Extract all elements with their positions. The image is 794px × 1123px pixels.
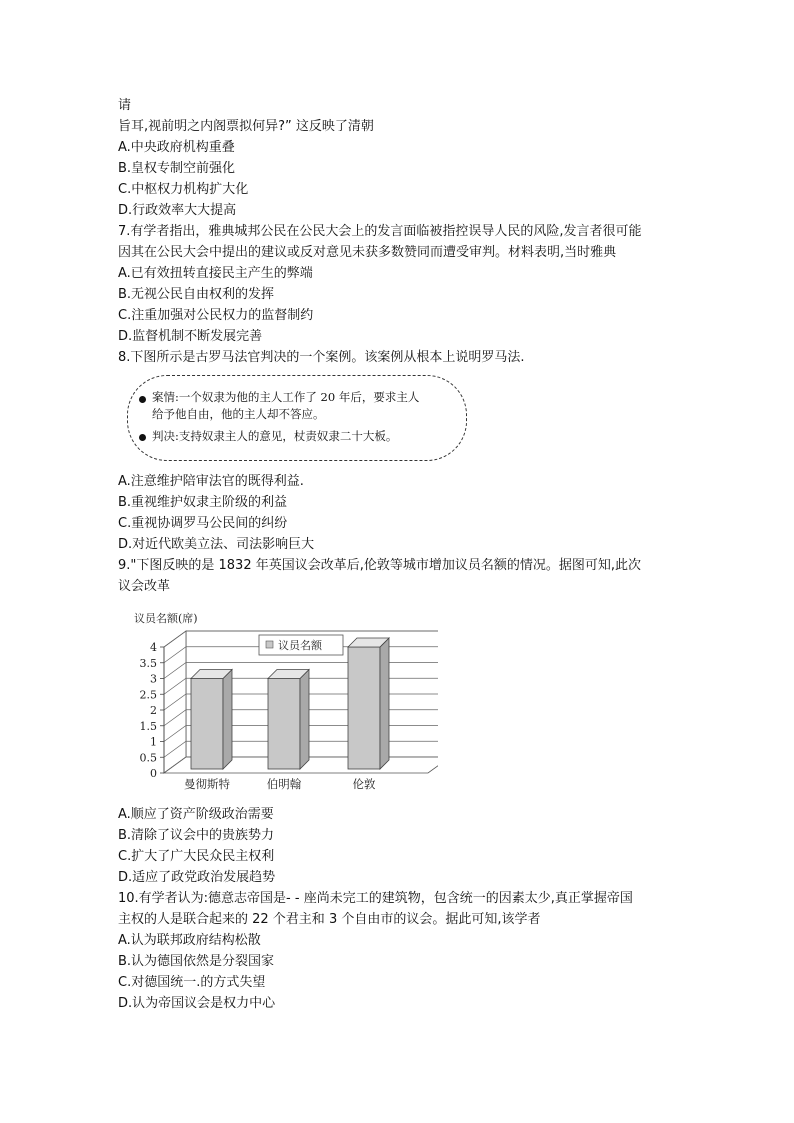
option-6d: D.行政效率大大提高 (118, 203, 237, 218)
bar-side (380, 638, 389, 769)
bullet-icon (139, 434, 146, 441)
y-tick-label: 1.5 (139, 719, 157, 733)
chart-categories (184, 777, 376, 791)
category-label: 曼彻斯特 (184, 777, 230, 791)
line-0: 请 (118, 98, 132, 113)
option-6a: A.中央政府机构重叠 (118, 140, 235, 155)
option-10a: A.认为联邦政府结构松散 (118, 933, 261, 948)
y-axis-label: 议员名额(席) (134, 612, 198, 625)
question-8: 8.下图所示是古罗马法官判决的一个案例。该案例从根本上说明罗马法. (118, 350, 525, 365)
question-7-line-2: 因其在公民大会中提出的建议或反对意见未获多数赞同而遭受审判。材料表明,当时雅典 (118, 245, 617, 260)
chart-ticks (140, 641, 165, 780)
option-7b: B.无视公民自由权利的发挥 (118, 287, 275, 302)
option-9d: D.适应了政党政治发展趋势 (118, 870, 276, 885)
option-10d: D.认为帝国议会是权力中心 (118, 996, 276, 1011)
option-6c: C.中枢权力机构扩大化 (118, 182, 249, 197)
bar (348, 647, 380, 769)
option-6b: B.皇权专制空前强化 (118, 161, 236, 176)
case-box (127, 375, 467, 461)
y-tick-label: 2.5 (139, 688, 157, 702)
chart-legend (259, 635, 343, 655)
y-tick-label: 3 (150, 672, 157, 686)
option-9c: C.扩大了广大民众民主权利 (118, 849, 275, 864)
legend-label: 议员名额 (278, 639, 322, 652)
option-8d: D.对近代欧美立法、司法影响巨大 (118, 537, 315, 552)
option-7a: A.已有效扭转直接民主产生的弊端 (118, 266, 313, 281)
y-tick-label: 4 (150, 641, 157, 654)
bar-chart (118, 605, 438, 795)
option-7c: C.注重加强对公民权力的监督制约 (118, 308, 314, 323)
bullet-icon (139, 396, 146, 403)
legend-swatch (266, 641, 273, 648)
option-8c: C.重视协调罗马公民间的纠纷 (118, 516, 288, 531)
option-8a: A.注意维护陪审法官的既得利益. (118, 474, 304, 489)
question-9-line-2: 议会改革 (118, 579, 171, 594)
option-7d: D.监督机制不断发展完善 (118, 329, 263, 344)
y-tick-label: 1 (150, 735, 157, 749)
option-10b: B.认为德国依然是分裂国家 (118, 954, 275, 969)
case-line-2: 给予他自由，他的主人却不答应。 (152, 407, 325, 421)
bar-side (300, 670, 309, 770)
category-label: 伦敦 (352, 777, 376, 791)
bar (191, 679, 223, 770)
line-1: 旨耳,视前明之内阁票拟何异?” 这反映了清朝 (118, 119, 374, 134)
case-line-1: 案情:一个奴隶为他的主人工作了 20 年后，要求主人 (152, 390, 420, 404)
question-10-line-1: 10.有学者认为:德意志帝国是- - 座尚未完工的建筑物，包含统一的因素太少,真正掌握帝国 (118, 891, 633, 906)
option-9b: B.清除了议会中的贵族势力 (118, 828, 275, 843)
category-label: 伯明翰 (266, 777, 302, 791)
question-10-line-2: 主权的人是联合起来的 22 个君主和 3 个自由市的议会。据此可知,该学者 (118, 912, 541, 927)
option-9a: A.顺应了资产阶级政治需要 (118, 807, 274, 822)
bar-side (223, 670, 232, 770)
question-9-line-1: 9."下图反映的是 1832 年英国议会改革后,伦敦等城市增加议员名额的情况。据图可知,此次 (118, 558, 641, 573)
y-tick-label: 0.5 (139, 751, 157, 765)
case-line-3: 判决:支持奴隶主人的意见，杖责奴隶二十大板。 (152, 429, 398, 443)
y-tick-label: 0 (150, 767, 157, 780)
bar (268, 679, 300, 770)
question-7-line-1: 7.有学者指出，雅典城邦公民在公民大会上的发言面临被指控误导人民的风险,发言者很可能 (118, 224, 642, 239)
y-tick-label: 2 (150, 704, 157, 717)
option-8b: B.重视维护奴隶主阶级的利益 (118, 495, 288, 510)
y-tick-label: 3.5 (139, 656, 157, 670)
option-10c: C.对德国统一.的方式失望 (118, 975, 266, 990)
